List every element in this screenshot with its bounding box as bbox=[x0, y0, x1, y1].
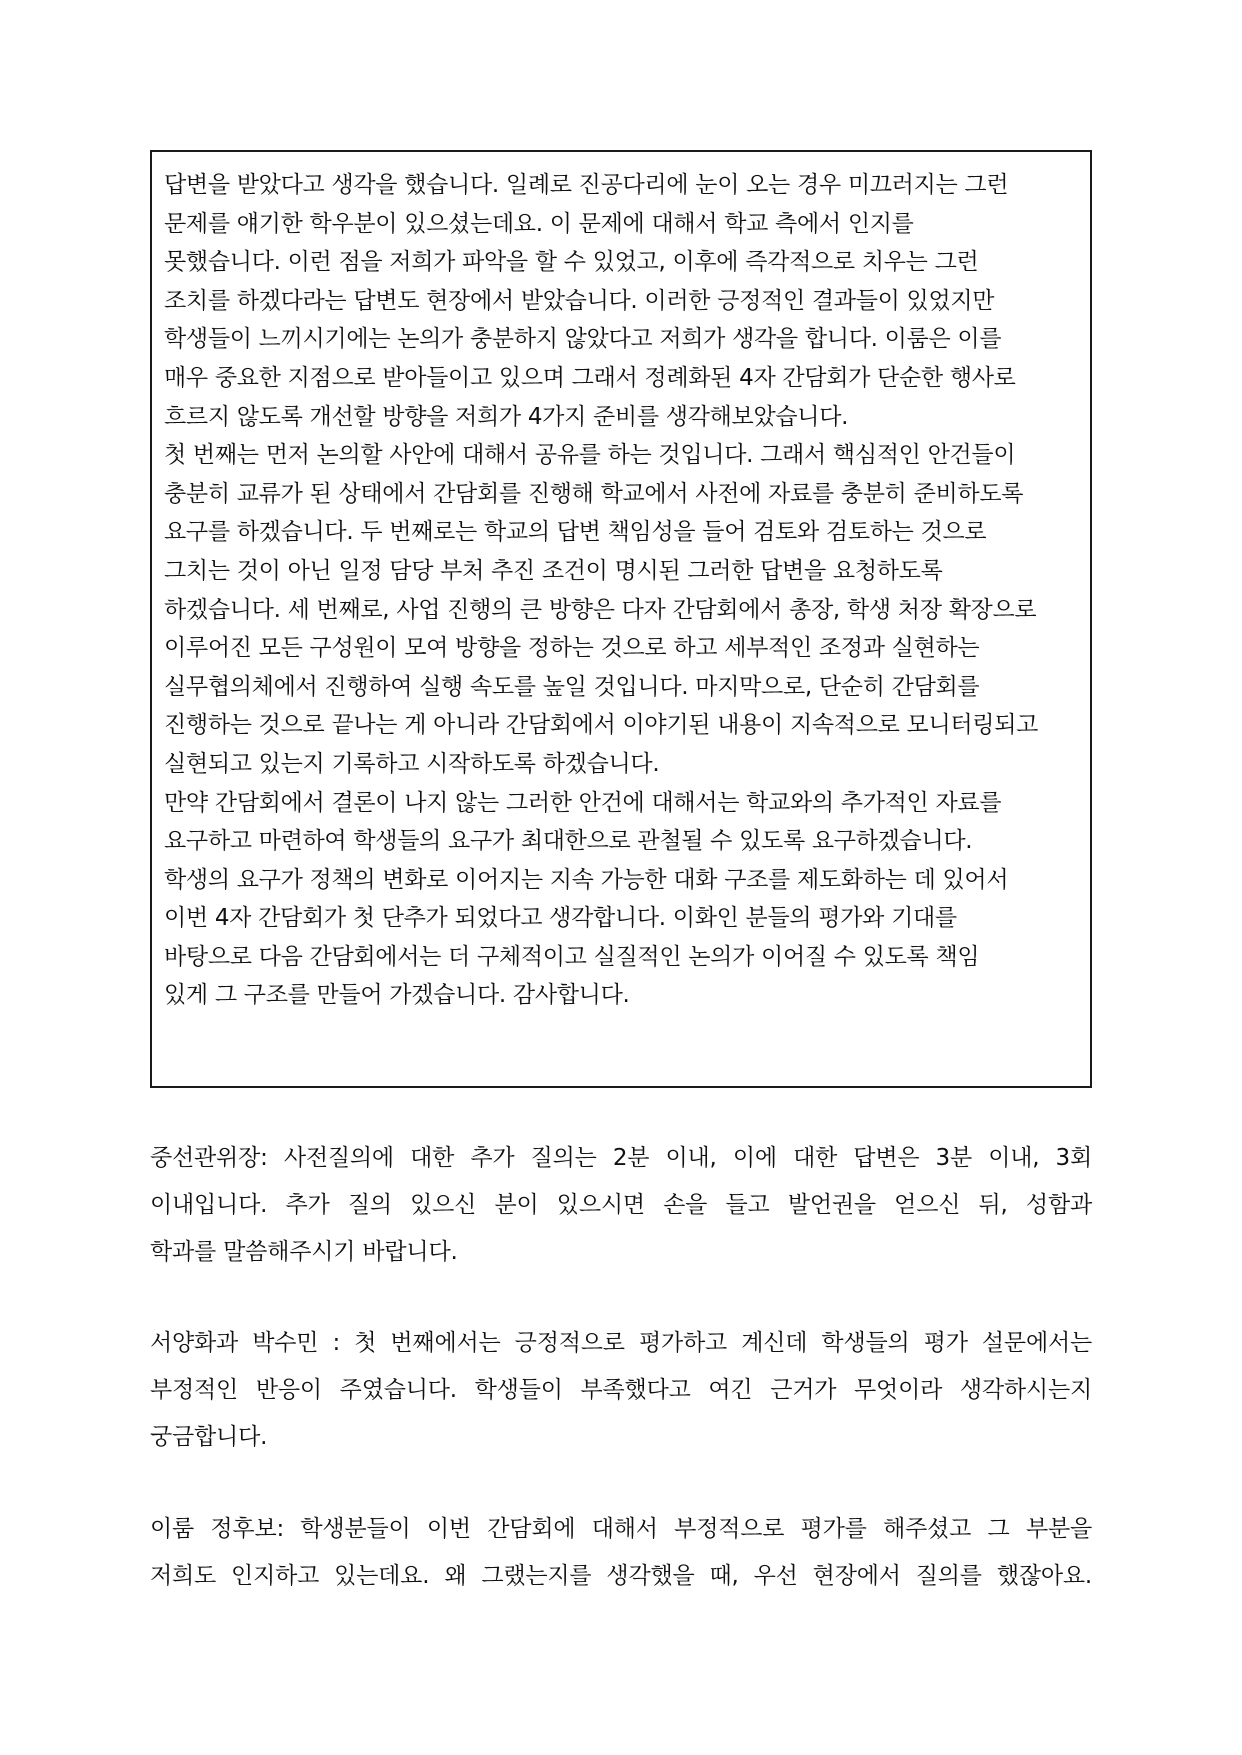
quote-line: 흐르지 않도록 개선할 방향을 저희가 4가지 준비를 생각해보았습니다. bbox=[164, 403, 849, 430]
quote-line: 실현되고 있는지 기록하고 시작하도록 하겠습니다. bbox=[164, 750, 660, 777]
paragraph-line: 중선관위장: 사전질의에 대한 추가 질의는 2분 이내, 이에 대한 답변은 3분 이내, 3회 bbox=[150, 1145, 1092, 1171]
paragraph-question bbox=[150, 1320, 1092, 1461]
quote-line: 충분히 교류가 된 상태에서 간담회를 진행해 학교에서 사전에 자료를 충분히 준비하도록 bbox=[164, 480, 1024, 507]
quote-line: 이번 4자 간담회가 첫 단추가 되었다고 생각합니다. 이화인 분들의 평가와 기대를 bbox=[164, 905, 957, 932]
quote-line: 문제를 얘기한 학우분이 있으셨는데요. 이 문제에 대해서 학교 측에서 인지를 bbox=[164, 210, 914, 237]
quote-line: 하겠습니다. 세 번째로, 사업 진행의 큰 방향은 다자 간담회에서 총장, 학생 처장 확장으로 bbox=[164, 596, 1037, 623]
quote-line: 그치는 것이 아닌 일정 담당 부처 추진 조건이 명시된 그러한 답변을 요청하도록 bbox=[164, 557, 943, 584]
quote-line: 만약 간담회에서 결론이 나지 않는 그러한 안건에 대해서는 학교와의 추가적인 자료를 bbox=[164, 789, 1002, 816]
quote-line: 조치를 하겠다라는 답변도 현장에서 받았습니다. 이러한 긍정적인 결과들이 있었지만 bbox=[164, 287, 995, 314]
paragraph-line: 서양화과 박수민 : 첫 번째에서는 긍정적으로 평가하고 계신데 학생들의 평가 설문에서는 bbox=[150, 1330, 1092, 1356]
quote-line: 학생들이 느끼시기에는 논의가 충분하지 않았다고 저희가 생각을 합니다. 이룸은 이를 bbox=[164, 326, 1002, 353]
paragraph-line: 궁금합니다. bbox=[150, 1424, 268, 1450]
paragraph-election-chair bbox=[150, 1135, 1092, 1276]
quote-line: 요구하고 마련하여 학생들의 요구가 최대한으로 관철될 수 있도록 요구하겠습니다. bbox=[164, 828, 973, 855]
quote-line: 바탕으로 다음 간담회에서는 더 구체적이고 실질적인 논의가 이어질 수 있도록 책임 bbox=[164, 943, 980, 970]
quote-line: 답변을 받았다고 생각을 했습니다. 일례로 진공다리에 눈이 오는 경우 미끄러지는 그런 bbox=[164, 172, 1009, 198]
paragraph-line: 학과를 말씀해주시기 바랍니다. bbox=[150, 1239, 458, 1265]
paragraph-answer bbox=[150, 1506, 1092, 1600]
quote-line: 있게 그 구조를 만들어 가겠습니다. 감사합니다. bbox=[164, 982, 630, 1009]
quote-line: 실무협의체에서 진행하여 실행 속도를 높일 것입니다. 마지막으로, 단순히 간담회를 bbox=[164, 673, 980, 700]
quote-line: 요구를 하겠습니다. 두 번째로는 학교의 답변 책임성을 들어 검토와 검토하는 것으로 bbox=[164, 519, 987, 546]
paragraph-line: 이내입니다. 추가 질의 있으신 분이 있으시면 손을 들고 발언권을 얻으신 뒤, 성함과 bbox=[150, 1192, 1092, 1218]
quote-line: 진행하는 것으로 끝나는 게 아니라 간담회에서 이야기된 내용이 지속적으로 모니터링되고 bbox=[164, 712, 1039, 739]
quote-line: 매우 중요한 지점으로 받아들이고 있으며 그래서 정례화된 4자 간담회가 단순한 행사로 bbox=[164, 364, 1016, 391]
paragraph-line: 부정적인 반응이 주였습니다. 학생들이 부족했다고 여긴 근거가 무엇이라 생각하시는지 bbox=[150, 1377, 1092, 1403]
quote-line: 못했습니다. 이런 점을 저희가 파악을 할 수 있었고, 이후에 즉각적으로 치우는 그런 bbox=[164, 249, 979, 276]
paragraph-line: 저희도 인지하고 있는데요. 왜 그랬는지를 생각했을 때, 우선 현장에서 질의를 했잖아요. bbox=[150, 1563, 1092, 1589]
paragraph-line: 이룸 정후보: 학생분들이 이번 간담회에 대해서 부정적으로 평가를 해주셨고 그 부분을 bbox=[150, 1516, 1092, 1542]
boxed-quote bbox=[150, 150, 1092, 1088]
quote-line: 학생의 요구가 정책의 변화로 이어지는 지속 가능한 대화 구조를 제도화하는 데 있어서 bbox=[164, 866, 1009, 893]
quote-line: 첫 번째는 먼저 논의할 사안에 대해서 공유를 하는 것입니다. 그래서 핵심적인 안건들이 bbox=[164, 442, 1016, 469]
quote-line: 이루어진 모든 구성원이 모여 방향을 정하는 것으로 하고 세부적인 조정과 실현하는 bbox=[164, 635, 980, 662]
